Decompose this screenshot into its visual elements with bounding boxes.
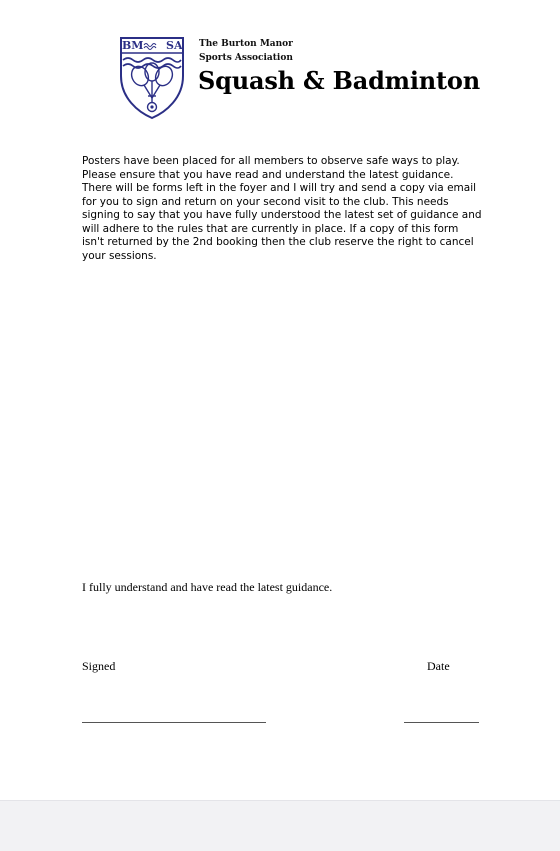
date-label: Date [427,659,450,673]
signed-label: Signed [82,659,116,673]
date-line [404,722,479,723]
document-title: Squash & Badminton [198,66,480,95]
guidance-paragraph: Posters have been placed for all members to observe safe ways to play. Please ensure that you have read and understand the latest guidance. There will be forms left in the foyer and I will try and send a copy via email for you to sign and return on your second visit to the club. This needs signing to say that you have fully understood the latest set of guidance and will adhere to the rules that are currently in place. If a copy of this form isn't returned by the 2nd booking then the club reserve the right to cancel your sessions. [82,155,482,262]
signature-line [82,722,266,723]
viewer-bottom-bar [0,800,560,851]
crest-letters-sa: SA [166,39,183,52]
org-name-line-2: Sports Association [199,53,293,63]
club-crest-logo [118,36,186,120]
org-name-line-1: The Burton Manor [199,39,293,49]
confirmation-statement: I fully understand and have read the latest guidance. [82,580,333,594]
crest-letters-bm: BM [122,39,144,52]
